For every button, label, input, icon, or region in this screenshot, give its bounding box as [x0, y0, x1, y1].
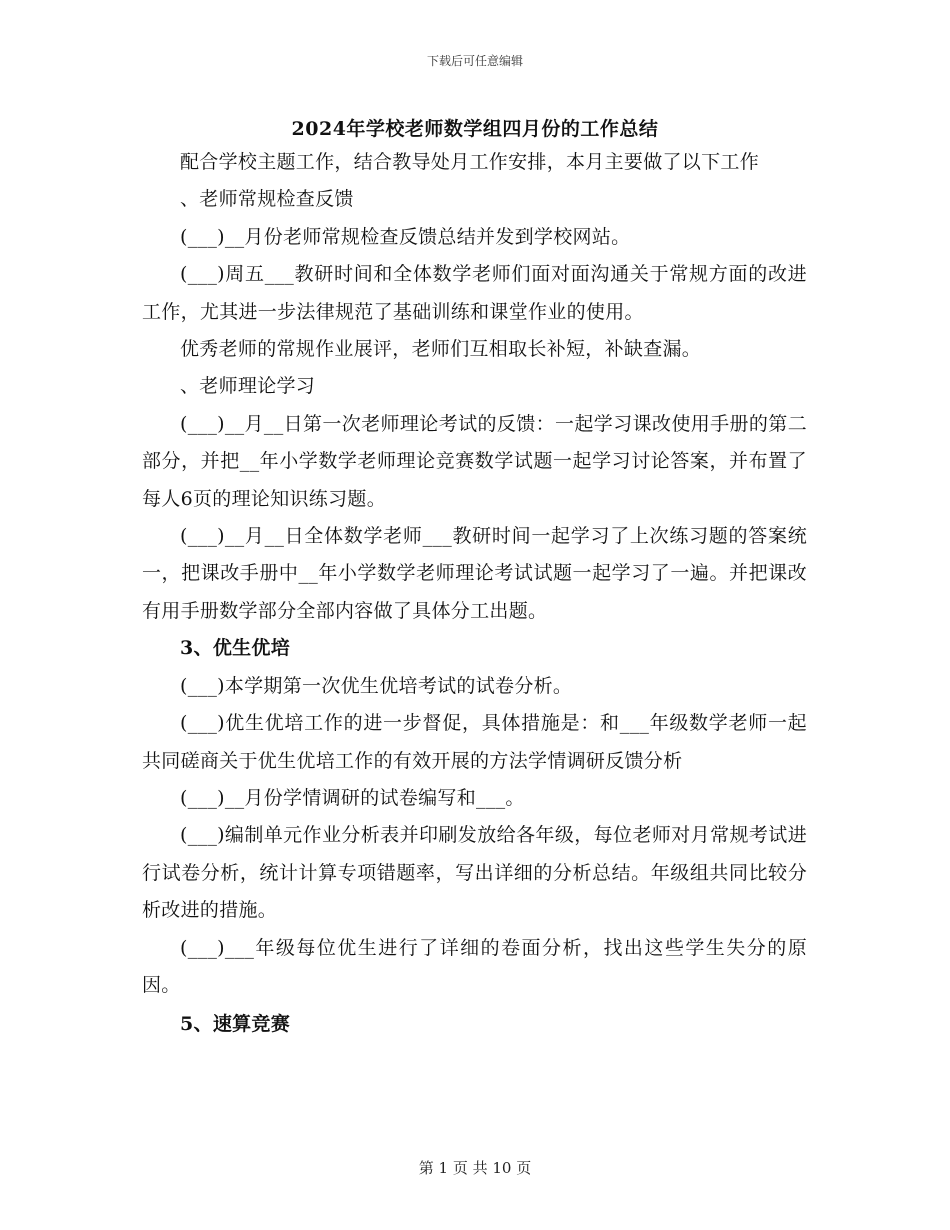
section-heading-routine-check: 、老师常规检查反馈	[180, 188, 354, 211]
paragraph: (___)编制单元作业分析表并印刷发放给各年级，每位老师对月常规考试进行试卷分析，统计计算专项错题率，写出详细的分析总结。年级组共同比较分析改进的措施。	[142, 824, 807, 922]
section-heading-theory-study: 、老师理论学习	[180, 375, 316, 398]
document-title: 2024年学校老师数学组四月份的工作总结	[291, 118, 659, 140]
intro-paragraph: 配合学校主题工作，结合教导处月工作安排，本月主要做了以下工作	[180, 151, 760, 173]
paragraph: (___)__月__日全体数学老师___教研时间一起学习了上次练习题的答案统一，把课改手册中__年小学数学老师理论考试试题一起学习了一遍。并把课改有用手册数学部分全部内容做了具体分工出题。	[142, 525, 807, 622]
section-heading-speed-calc: 5、速算竞赛	[180, 1013, 291, 1036]
document-body	[142, 144, 807, 1044]
paragraph: (___)___年级每位优生进行了详细的卷面分析，找出这些学生失分的原因。	[142, 936, 807, 996]
page-number: 第 1 页 共 10 页	[418, 1159, 532, 1177]
paragraph: (___)周五___教研时间和全体数学老师们面对面沟通关于常规方面的改进工作，尤其进一步法律规范了基础训练和课堂作业的使用。	[142, 263, 807, 323]
paragraph: 优秀老师的常规作业展评，老师们互相取长补短，补缺查漏。	[180, 338, 702, 361]
page-header-note: 下载后可任意编辑	[426, 54, 523, 68]
paragraph: (___)__月份学情调研的试卷编写和___。	[180, 786, 525, 809]
section-heading-top-students: 3、优生优培	[180, 637, 291, 660]
paragraph: (___)优生优培工作的进一步督促，具体措施是：和___年级数学老师一起共同磋商关于优生优培工作的有效开展的方法学情调研反馈分析	[142, 712, 807, 772]
paragraph: (___)__月份老师常规检查反馈总结并发到学校网站。	[180, 225, 631, 248]
paragraph: (___)__月__日第一次老师理论考试的反馈：一起学习课改使用手册的第二部分，并把__年小学数学老师理论竞赛数学试题一起学习讨论答案，并布置了每人6页的理论知识练习题。	[142, 412, 807, 510]
paragraph: (___)本学期第一次优生优培考试的试卷分析。	[180, 674, 573, 697]
